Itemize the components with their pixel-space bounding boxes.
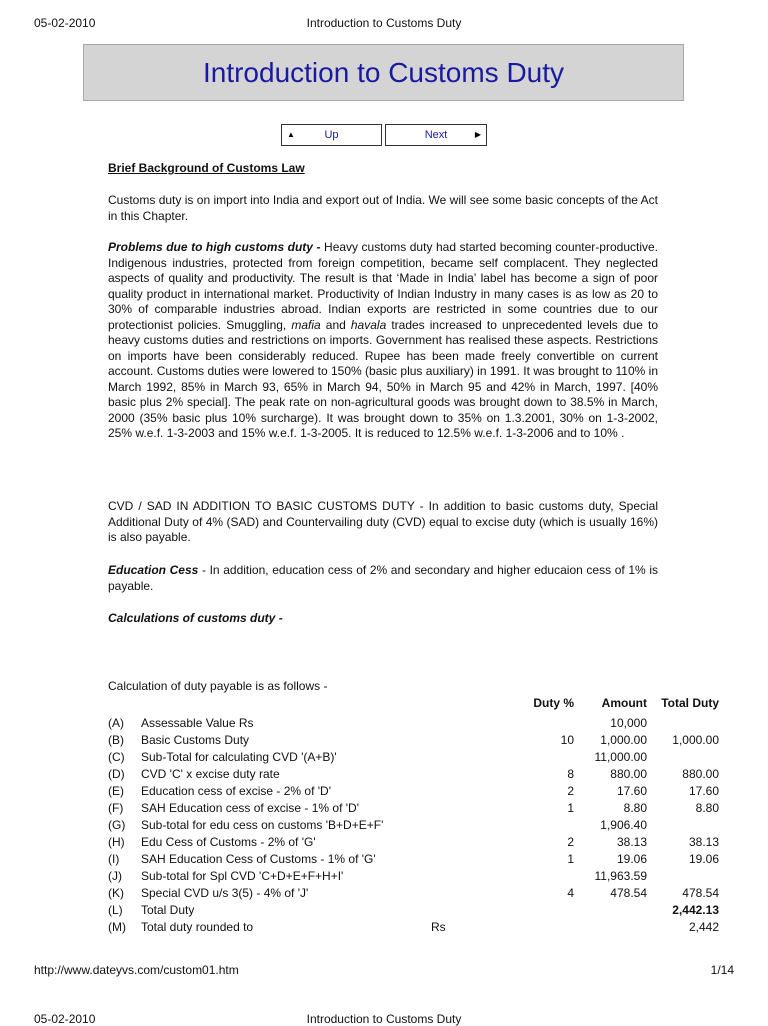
table-row (108, 884, 719, 901)
education-paragraph: Education Cess - In addition, education cess of 2% and secondary and higher educaion cess of 1% is payable. (108, 563, 658, 593)
cell-rs (431, 765, 491, 782)
next-label: Next (424, 129, 448, 141)
cell-total: 8.80 (695, 800, 719, 815)
table-row (108, 850, 719, 867)
cell-letter: (D) (108, 766, 125, 781)
cell-rs (431, 748, 491, 765)
print-header-title: Introduction to Customs Duty (306, 16, 462, 30)
table-row (108, 714, 719, 731)
cell-total: 880.00 (682, 766, 719, 781)
cell-desc: Education cess of excise - 2% of 'D' (141, 783, 332, 798)
next-arrow-icon: ▶ (474, 130, 481, 139)
cell-desc: SAH Education cess of excise - 1% of 'D' (141, 800, 360, 815)
cell-total (647, 867, 719, 884)
cell-rs (431, 867, 491, 884)
page-title: Introduction to Customs Duty (202, 56, 565, 88)
total-header: Total Duty (661, 696, 719, 710)
cell-total: 478.54 (682, 885, 719, 900)
next-page-header-title: Introduction to Customs Duty (306, 1012, 462, 1026)
table-row (108, 731, 719, 748)
cell-amount: 11,963.59 (594, 868, 647, 883)
calc-header-row (108, 692, 719, 714)
cell-desc: Total duty rounded to (141, 919, 254, 934)
table-row (108, 816, 719, 833)
education-lead: Education Cess (108, 563, 199, 577)
cell-amount: 17.60 (616, 783, 647, 798)
cell-total: 17.60 (688, 783, 719, 798)
cell-letter: (F) (108, 800, 124, 815)
cell-letter: (J) (108, 868, 122, 883)
calc-table (108, 692, 719, 935)
cell-letter: (I) (108, 851, 120, 866)
footer-url: http://www.dateyvs.com/custom01.htm (34, 963, 239, 977)
table-row (108, 918, 719, 935)
cell-letter: (E) (108, 783, 124, 798)
up-button[interactable] (281, 124, 382, 146)
cell-letter: (H) (108, 834, 125, 849)
cell-desc: CVD 'C' x excise duty rate (141, 766, 280, 781)
cell-total (647, 714, 719, 731)
table-row (108, 765, 719, 782)
amount-header: Amount (601, 696, 647, 710)
print-header-date: 05-02-2010 (34, 16, 96, 30)
cell-amount: 19.06 (616, 851, 647, 866)
cell-amount (574, 918, 647, 935)
up-label: Up (324, 129, 339, 141)
cell-duty (491, 714, 574, 731)
cell-amount: 10,000 (610, 715, 647, 730)
cell-amount: 1,906.40 (600, 817, 647, 832)
cell-duty: 1 (567, 800, 574, 815)
problems-paragraph: Problems due to high customs duty - Heavy customs duty had started becoming counter-productive. Indigenous industries, protected from foreign competition, became self complacent. They neglected aspects of quality and productivity. The result is that ‘Made in India’ label has become a sign of poor quality product in international market. Productivity of Indian Industry in many cases is as low as 20 to 30% of comparable industries abroad. Indian exports are restricted in some countries due to our protectionist policies. Smuggling, mafia and havala trades increased to unprecedented levels due to heavy customs duties and restrictions on imports. Government has realised these aspects. Restrictions on imports have been considerably reduced. Rupee has been made freely convertible on current account. Customs duties were lowered to 150% (basic plus auxiliary) in 1991. It was brought to 110% in March 1992, 85% in March 93, 65% in March 94, 50% in March 95 and 42% in March, 1997. [40% basic plus 2% special]. The peak rate on non-agricultural goods was brought down to 38.5% in March, 2000 (35% basic plus 10% surcharge). It was brought down to 35% on 1.3.2001, 30% on 1-3-2002, 25% w.e.f. 1-3-2003 and 15% w.e.f. 1-3-2005. It is reduced to 12.5% w.e.f. 1-3-2006 and to 10% . (108, 240, 658, 440)
cell-rs (431, 782, 491, 799)
calc-table-wrapper (108, 692, 719, 935)
cell-desc: SAH Education Cess of Customs - 1% of 'G' (141, 851, 376, 866)
table-row (108, 833, 719, 850)
cell-letter: (L) (108, 902, 123, 917)
cell-total: 38.13 (688, 834, 719, 849)
cell-rs: Rs (431, 919, 446, 934)
cell-rs (431, 833, 491, 850)
cell-duty (491, 901, 574, 918)
cell-rs (431, 714, 491, 731)
cell-amount: 38.13 (616, 834, 647, 849)
cell-amount: 11,000.00 (594, 749, 647, 764)
cell-rs (431, 901, 491, 918)
table-row (108, 748, 719, 765)
cell-duty (491, 867, 574, 884)
up-arrow-icon: ▲ (287, 130, 295, 139)
table-row (108, 782, 719, 799)
cell-letter: (C) (108, 749, 125, 764)
cell-letter: (A) (108, 715, 124, 730)
problems-lead: Problems due to high customs duty - (108, 240, 321, 254)
cell-desc: Total Duty (141, 902, 195, 917)
table-row (108, 867, 719, 884)
cell-duty (491, 748, 574, 765)
cell-amount: 478.54 (610, 885, 647, 900)
table-row (108, 799, 719, 816)
cell-duty: 2 (567, 783, 574, 798)
cell-duty: 1 (567, 851, 574, 866)
cell-total: 1,000.00 (672, 732, 719, 747)
cell-amount: 8.80 (623, 800, 647, 815)
cell-total: 19.06 (688, 851, 719, 866)
cell-letter: (M) (108, 919, 126, 934)
title-banner (83, 44, 684, 101)
cell-duty: 8 (567, 766, 574, 781)
cell-duty (491, 918, 574, 935)
cell-total (647, 748, 719, 765)
cell-amount (574, 901, 647, 918)
cvd-paragraph: CVD / SAD IN ADDITION TO BASIC CUSTOMS DUTY - In addition to basic customs duty, Special Additional Duty of 4% (SAD) and Countervailing duty (CVD) equal to excise duty (which is usually 16%) is also payable. (108, 499, 658, 544)
cell-total (647, 816, 719, 833)
intro-paragraph: Customs duty is on import into India and export out of India. We will see some basic concepts of the Act in this Chapter. (108, 193, 658, 223)
cell-amount: 1,000.00 (600, 732, 647, 747)
cell-duty: 4 (567, 885, 574, 900)
cell-desc: Edu Cess of Customs - 2% of 'G' (141, 834, 316, 849)
cell-desc: Assessable Value Rs (141, 715, 254, 730)
cell-letter: (G) (108, 817, 126, 832)
cell-letter: (B) (108, 732, 124, 747)
cell-amount: 880.00 (610, 766, 647, 781)
cell-duty: 2 (567, 834, 574, 849)
calc-heading: Calculations of customs duty - (108, 611, 283, 625)
cell-desc: Sub-total for edu cess on customs 'B+D+E+F' (141, 817, 384, 832)
table-row (108, 901, 719, 918)
cell-desc: Basic Customs Duty (141, 732, 250, 747)
cell-rs (431, 731, 491, 748)
background-heading: Brief Background of Customs Law (108, 161, 305, 175)
cell-desc: Special CVD u/s 3(5) - 4% of 'J' (141, 885, 309, 900)
cell-duty: 10 (560, 732, 574, 747)
cell-letter: (K) (108, 885, 124, 900)
next-page-header-date: 05-02-2010 (34, 1012, 96, 1026)
cell-rs (431, 850, 491, 867)
cell-total: 2,442 (688, 919, 719, 934)
cell-duty (491, 816, 574, 833)
footer-page-number: 1/14 (710, 963, 734, 977)
calc-caption: Calculation of duty payable is as follows - (108, 679, 328, 693)
cell-total: 2,442.13 (672, 902, 719, 917)
cell-desc: Sub-Total for calculating CVD '(A+B)' (141, 749, 337, 764)
cell-rs (431, 799, 491, 816)
duty-header: Duty % (533, 696, 574, 710)
next-button[interactable] (385, 124, 487, 146)
cell-rs (431, 884, 491, 901)
cell-rs (431, 816, 491, 833)
cell-desc: Sub-total for Spl CVD 'C+D+E+F+H+I' (141, 868, 344, 883)
